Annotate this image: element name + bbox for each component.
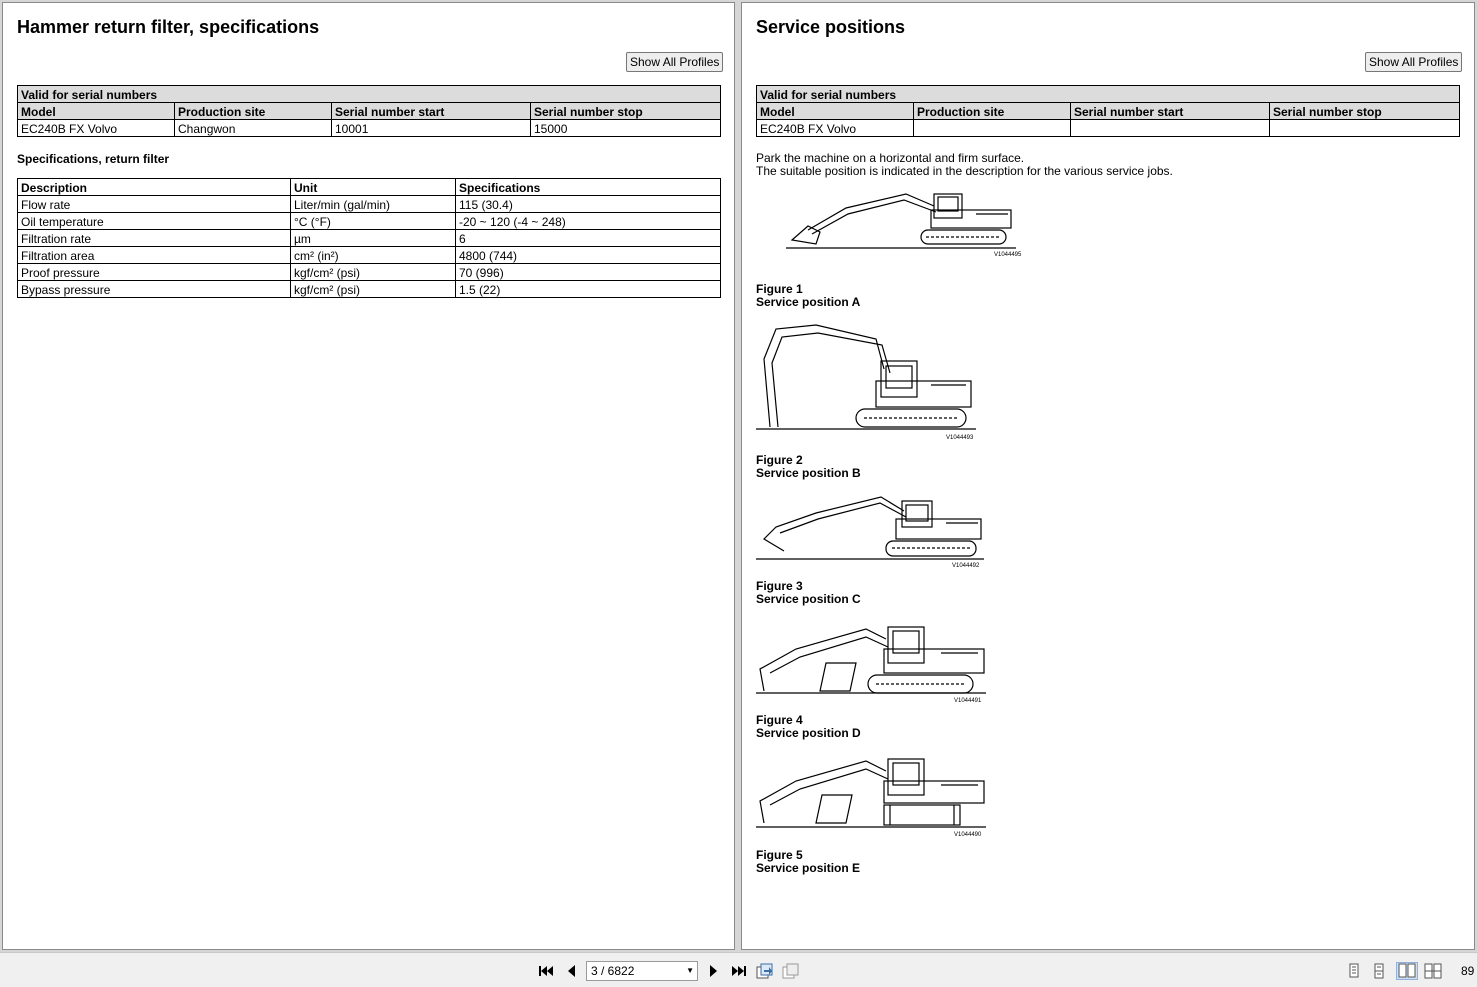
spec-cell: cm² (in²): [291, 247, 456, 264]
serial-cell: [1071, 120, 1270, 137]
instructions: [756, 152, 1173, 178]
serial-cell: 15000: [531, 120, 721, 137]
serial-header: Model: [18, 103, 175, 120]
previous-page-button[interactable]: [562, 962, 580, 980]
export-page-icon: [756, 963, 774, 979]
two-page-view-button[interactable]: [1396, 962, 1418, 980]
single-page-icon: [1347, 963, 1361, 979]
spec-cell: Proof pressure: [18, 264, 291, 281]
excavator-figure-e: [756, 753, 991, 839]
serial-caption: Valid for serial numbers: [757, 86, 1460, 103]
figure-code: V1044490: [954, 832, 982, 838]
serial-cell: Changwon: [175, 120, 332, 137]
figure-number: Figure 2: [756, 453, 803, 467]
figure-caption: [756, 849, 860, 875]
continuous-view-button[interactable]: [1370, 962, 1388, 980]
show-all-profiles-button[interactable]: Show All Profiles: [626, 52, 723, 72]
excavator-figure-a: [786, 188, 1026, 260]
spec-cell: 6: [456, 230, 721, 247]
viewer-toolbar: [0, 952, 1477, 987]
spec-cell: 70 (996): [456, 264, 721, 281]
table-row: [18, 247, 721, 264]
figure-caption: [756, 283, 860, 309]
serial-header: Serial number stop: [531, 103, 721, 120]
figure-number: Figure 5: [756, 848, 803, 862]
figure-number: Figure 4: [756, 713, 803, 727]
table-row: [18, 213, 721, 230]
page-title: Hammer return filter, specifications: [17, 17, 320, 37]
next-page-button[interactable]: [705, 962, 723, 980]
excavator-figure-c: [756, 491, 991, 571]
figure-caption: [756, 580, 861, 606]
serial-table: [17, 85, 721, 137]
instruction-line: Park the machine on a horizontal and firm surface.: [756, 151, 1025, 165]
serial-header: Serial number start: [1071, 103, 1270, 120]
left-page: [2, 2, 735, 950]
spec-cell: -20 ~ 120 (-4 ~ 248): [456, 213, 721, 230]
page-indicator: 3 / 6822: [591, 964, 635, 978]
spec-cell: Filtration area: [18, 247, 291, 264]
excavator-figure-b: [756, 319, 986, 445]
table-row: [18, 196, 721, 213]
serial-caption: Valid for serial numbers: [18, 86, 721, 103]
figure-code: V1044491: [954, 698, 982, 704]
figure-title: Service position B: [756, 466, 861, 480]
serial-header: Production site: [175, 103, 332, 120]
spec-cell: kgf/cm² (psi): [291, 281, 456, 298]
figure-number: Figure 1: [756, 282, 803, 296]
right-page: [741, 2, 1475, 950]
export-page-button[interactable]: [756, 962, 774, 980]
figure-title: Service position C: [756, 592, 861, 606]
serial-header: Serial number start: [332, 103, 531, 120]
figure-number: Figure 3: [756, 579, 803, 593]
serial-cell: 10001: [332, 120, 531, 137]
serial-cell: EC240B FX Volvo: [18, 120, 175, 137]
spec-cell: °C (°F): [291, 213, 456, 230]
spec-cell: µm: [291, 230, 456, 247]
figure-title: Service position A: [756, 295, 861, 309]
serial-table: [756, 85, 1460, 137]
zoom-level[interactable]: 89: [1461, 964, 1475, 978]
last-page-button[interactable]: [730, 962, 748, 980]
figure-title: Service position E: [756, 861, 861, 875]
serial-cell: [914, 120, 1071, 137]
excavator-figure-d: [756, 619, 991, 705]
spec-cell: Flow rate: [18, 196, 291, 213]
single-page-view-button[interactable]: [1345, 962, 1363, 980]
previous-page-icon: [565, 964, 577, 978]
spec-header: Unit: [291, 179, 456, 196]
spec-table: [17, 178, 721, 298]
figure-code: V1044492: [952, 563, 980, 569]
show-all-profiles-button[interactable]: Show All Profiles: [1365, 52, 1462, 72]
spec-heading: Specifications, return filter: [17, 152, 170, 166]
serial-header: Production site: [914, 103, 1071, 120]
figure-caption: [756, 714, 861, 740]
continuous-page-icon: [1372, 963, 1386, 979]
spec-cell: 115 (30.4): [456, 196, 721, 213]
serial-header: Serial number stop: [1270, 103, 1460, 120]
page-number-input[interactable]: [586, 961, 698, 981]
page-title: Service positions: [756, 17, 906, 37]
spec-cell: Liter/min (gal/min): [291, 196, 456, 213]
table-row: [18, 264, 721, 281]
next-page-icon: [708, 964, 720, 978]
figure-code: V1044493: [946, 435, 974, 441]
last-page-icon: [731, 964, 747, 978]
spec-cell: 4800 (744): [456, 247, 721, 264]
spec-cell: 1.5 (22): [456, 281, 721, 298]
instruction-line: The suitable position is indicated in the description for the various service jobs.: [756, 164, 1173, 178]
spec-cell: Bypass pressure: [18, 281, 291, 298]
spec-header: Specifications: [456, 179, 721, 196]
spec-cell: Oil temperature: [18, 213, 291, 230]
two-page-icon: [1398, 963, 1416, 979]
figure-code: V1044495: [994, 252, 1022, 258]
chevron-down-icon: ▼: [686, 966, 694, 975]
serial-cell: EC240B FX Volvo: [757, 120, 914, 137]
figure-title: Service position D: [756, 726, 861, 740]
spec-cell: kgf/cm² (psi): [291, 264, 456, 281]
import-page-icon: [782, 963, 800, 979]
first-page-icon: [538, 964, 554, 978]
table-row: [18, 281, 721, 298]
two-page-continuous-button[interactable]: [1424, 962, 1442, 980]
serial-header: Model: [757, 103, 914, 120]
import-page-button[interactable]: [782, 962, 800, 980]
figure-caption: [756, 454, 861, 480]
first-page-button[interactable]: [537, 962, 555, 980]
table-row: [18, 230, 721, 247]
two-page-continuous-icon: [1424, 963, 1442, 979]
spec-cell: Filtration rate: [18, 230, 291, 247]
spec-header: Description: [18, 179, 291, 196]
serial-cell: [1270, 120, 1460, 137]
